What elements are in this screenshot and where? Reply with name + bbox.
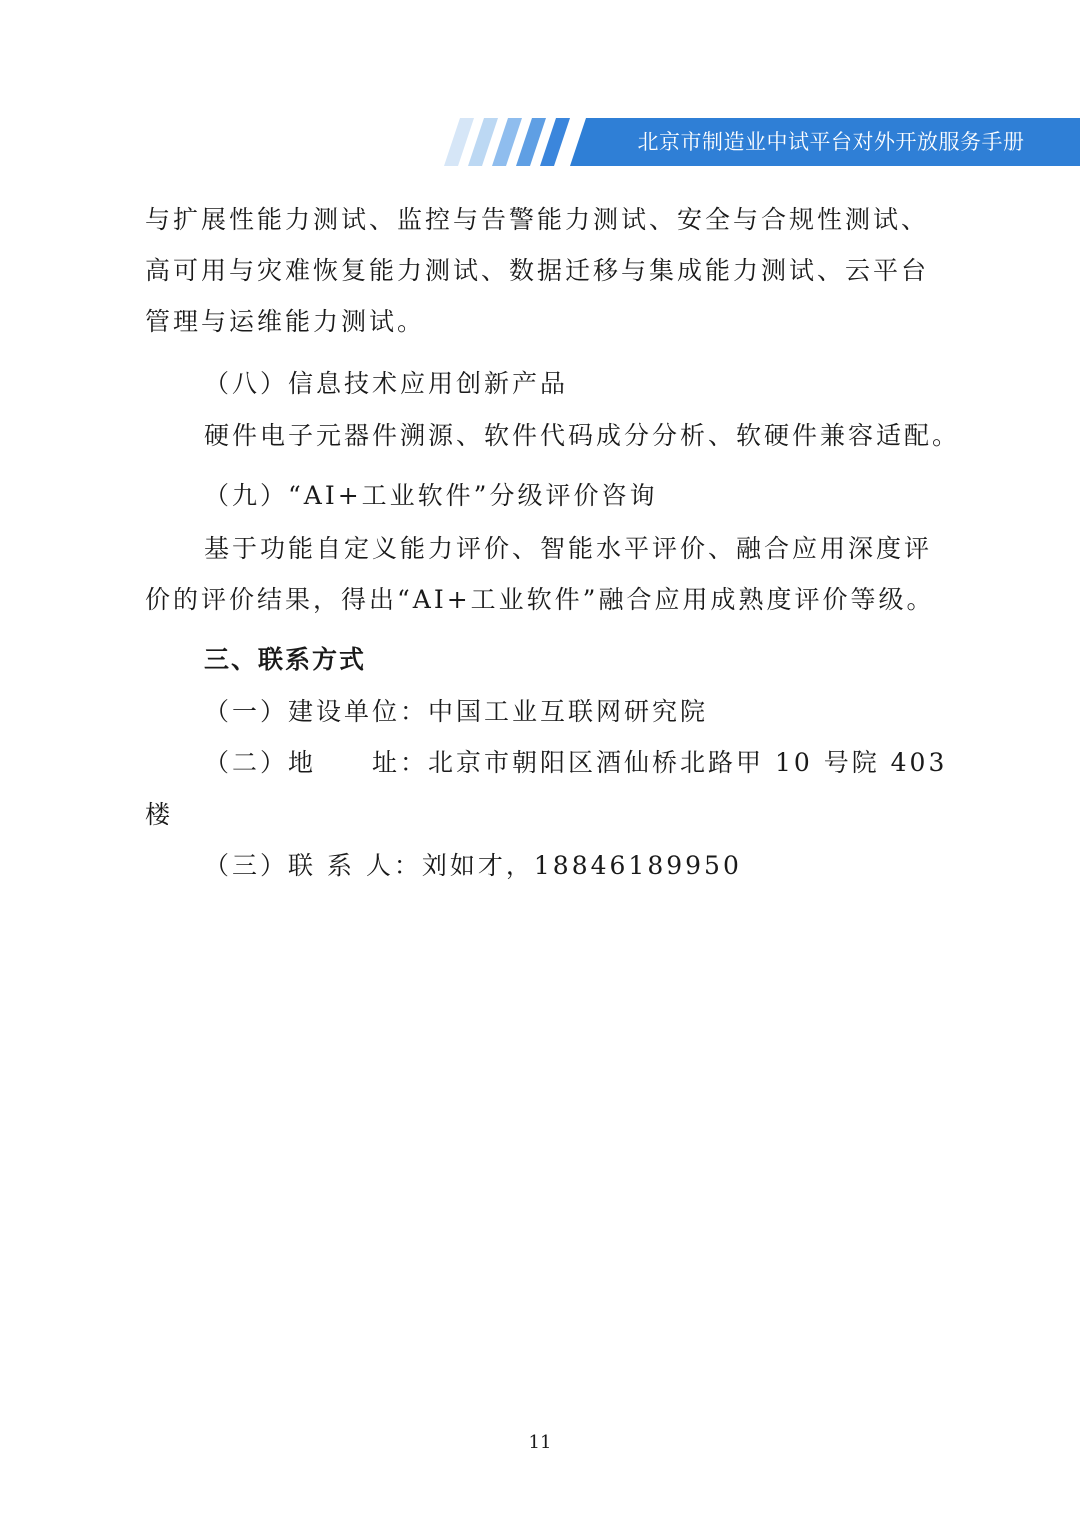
section8-text: 硬件电子元器件溯源、软件代码成分分析、软硬件兼容适配。 — [204, 421, 961, 450]
contact-heading: 三、联系方式 — [204, 645, 367, 674]
header-stripe-4 — [516, 118, 546, 166]
section9-line2: 价的评价结果，得出“AI+工业软件”融合应用成熟度评价等级。 — [145, 585, 935, 614]
section9-title: （九）“AI+工业软件”分级评价咨询 — [204, 481, 658, 510]
contact-address-line2: 楼 — [145, 800, 174, 829]
contact-person: （三）联 系 人：刘如才，18846189950 — [204, 851, 742, 880]
para1-line2: 高可用与灾难恢复能力测试、数据迁移与集成能力测试、云平台 — [145, 256, 930, 285]
header-stripe-1 — [444, 118, 474, 166]
header-stripe-3 — [492, 118, 522, 166]
section9-line1: 基于功能自定义能力评价、智能水平评价、融合应用深度评 — [204, 534, 933, 563]
header-stripe-5 — [540, 118, 570, 166]
para1-line1: 与扩展性能力测试、监控与告警能力测试、安全与合规性测试、 — [145, 205, 930, 234]
section8-title: （八）信息技术应用创新产品 — [204, 369, 569, 398]
page-number: 11 — [528, 1432, 552, 1453]
contact-unit: （一）建设单位：中国工业互联网研究院 — [204, 697, 709, 726]
para1-line3: 管理与运维能力测试。 — [145, 307, 426, 336]
contact-address-line1: （二）地 址：北京市朝阳区酒仙桥北路甲 10 号院 403 — [204, 748, 948, 777]
header-stripe-2 — [468, 118, 498, 166]
header-title: 北京市制造业中试平台对外开放服务手册 — [637, 130, 1025, 154]
